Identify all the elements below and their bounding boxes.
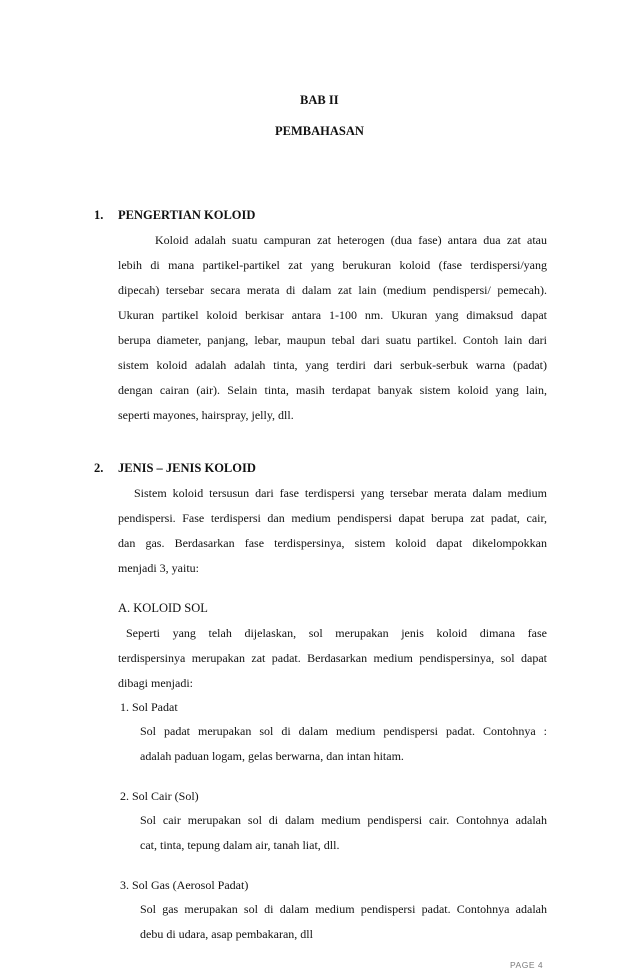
paragraph-line: Ukuran partikel koloid berkisar antara 1-100 nm. Ukuran yang dimaksud dapat	[118, 308, 547, 322]
section-number: 2.	[94, 461, 104, 475]
paragraph-line: Sistem koloid tersusun dari fase terdispersi yang tersebar merata dalam medium	[134, 486, 547, 500]
paragraph-line: Sol padat merupakan sol di dalam medium pendispersi padat. Contohnya :	[140, 724, 547, 738]
list-item-heading: 2. Sol Cair (Sol)	[120, 789, 199, 803]
paragraph-line: dan gas. Berdasarkan fase terdispersinya, sistem koloid dapat dikelompokkan	[118, 536, 547, 550]
paragraph-line: sistem koloid adalah adalah tinta, yang terdiri dari serbuk-serbuk warna (padat)	[118, 358, 547, 372]
list-item-heading: 1. Sol Padat	[120, 700, 178, 714]
paragraph-line: Koloid adalah suatu campuran zat heterogen (dua fase) antara dua zat atau	[155, 233, 547, 247]
paragraph-line: dengan cairan (air). Selain tinta, masih terdapat banyak sistem koloid yang lain,	[118, 383, 547, 397]
paragraph-line: menjadi 3, yaitu:	[118, 561, 199, 575]
section-number: 1.	[94, 208, 104, 222]
paragraph-line: debu di udara, asap pembakaran, dll	[140, 927, 313, 941]
paragraph-line: pendispersi. Fase terdispersi dan medium pendispersi dapat berupa zat padat, cair,	[118, 511, 547, 525]
paragraph-line: lebih di mana partikel-partikel zat yang berukuran koloid (fase terdispersi/yang	[118, 258, 547, 272]
list-item-heading: 3. Sol Gas (Aerosol Padat)	[120, 878, 249, 892]
paragraph-line: adalah paduan logam, gelas berwarna, dan intan hitam.	[140, 749, 404, 763]
paragraph-line: Sol cair merupakan sol di dalam medium pendispersi cair. Contohnya adalah	[140, 813, 547, 827]
paragraph-line: terdispersinya merupakan zat padat. Berdasarkan medium pendispersinya, sol dapat	[118, 651, 547, 665]
subsection-heading: A. KOLOID SOL	[118, 601, 208, 615]
paragraph-line: cat, tinta, tepung dalam air, tanah liat, dll.	[140, 838, 340, 852]
section-heading: JENIS – JENIS KOLOID	[118, 461, 256, 475]
paragraph-line: berupa diameter, panjang, lebar, maupun tebal dari suatu partikel. Contoh lain dari	[118, 333, 547, 347]
page-number: PAGE 4	[510, 960, 544, 970]
paragraph-line: Sol gas merupakan sol di dalam medium pendispersi padat. Contohnya adalah	[140, 902, 547, 916]
chapter-label: BAB II	[300, 93, 339, 107]
paragraph-line: dipecah) tersebar secara merata di dalam zat lain (medium pendispersi/ pemecah).	[118, 283, 547, 297]
chapter-title: PEMBAHASAN	[275, 124, 364, 138]
paragraph-line: Seperti yang telah dijelaskan, sol merupakan jenis koloid dimana fase	[126, 626, 547, 640]
paragraph-line: seperti mayones, hairspray, jelly, dll.	[118, 408, 294, 422]
paragraph-line: dibagi menjadi:	[118, 676, 193, 690]
section-heading: PENGERTIAN KOLOID	[118, 208, 256, 222]
